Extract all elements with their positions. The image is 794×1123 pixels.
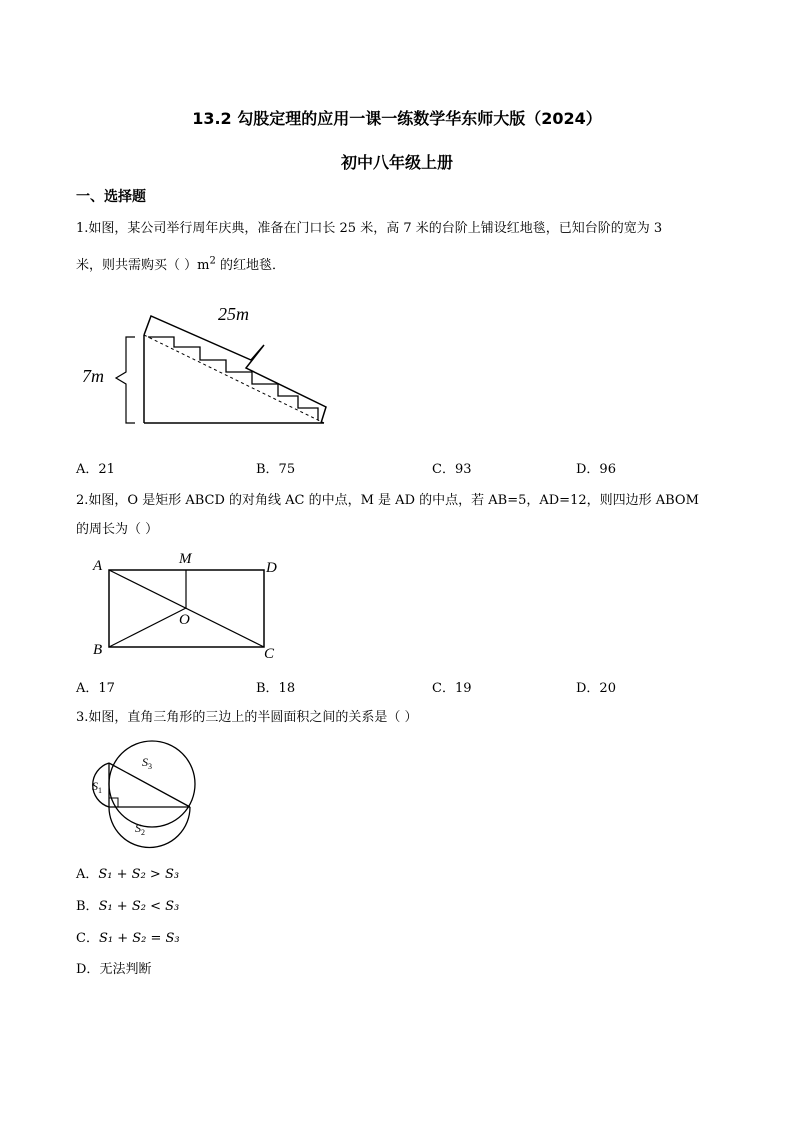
q2-rectangle-figure bbox=[88, 548, 298, 663]
q3-text-line1: 3.如图，直角三角形的三边上的半圆面积之间的关系是（ ） bbox=[76, 710, 418, 725]
doc-title: 13.2 勾股定理的应用一课一练数学华东师大版（2024） bbox=[192, 109, 602, 128]
doc-subtitle: 初中八年级上册 bbox=[340, 153, 453, 172]
q3-option-d[interactable]: D．无法判断 bbox=[76, 962, 152, 977]
q2-option-c[interactable]: C．19 bbox=[432, 681, 472, 696]
q1-option-c[interactable]: C．93 bbox=[432, 462, 472, 477]
q3-label-s1: $S_1$ bbox=[92, 779, 102, 795]
q1-text-line1: 1.如图，某公司举行周年庆典，准备在门口长 25 米，高 7 米的台阶上铺设红地毯，已知台阶的宽为 3 bbox=[76, 221, 663, 236]
q2-text-line2: 的周长为（ ） bbox=[76, 522, 159, 537]
q1-label-height: 7m bbox=[82, 366, 104, 386]
q2-option-a[interactable]: A．17 bbox=[76, 681, 115, 696]
q2-label-b: B bbox=[93, 642, 103, 658]
q2-option-d[interactable]: D．20 bbox=[576, 681, 616, 696]
q2-label-c: C bbox=[264, 646, 275, 662]
q1-option-b[interactable]: B．75 bbox=[256, 462, 296, 477]
q3-option-a[interactable]: A．S₁ + S₂ > S₃ bbox=[76, 867, 180, 882]
q2-option-b[interactable]: B．18 bbox=[256, 681, 296, 696]
q1-text-line2: 米，则共需购买（ ）$m^2$ 的红地毯． bbox=[76, 255, 285, 273]
q1-stairs-figure bbox=[76, 300, 336, 430]
q2-text-line1: 2.如图，O 是矩形 ABCD 的对角线 AC 的中点，M 是 AD 的中点，若 AB=5，AD=12，则四边形 ABOM bbox=[76, 493, 699, 508]
q1-option-a[interactable]: A．21 bbox=[76, 462, 115, 477]
q3-label-s3: $S_3$ bbox=[142, 755, 152, 771]
q2-label-a: A bbox=[93, 558, 103, 574]
q2-label-o: O bbox=[179, 612, 190, 628]
q3-option-b[interactable]: B．S₁ + S₂ < S₃ bbox=[76, 899, 180, 914]
q2-label-m: M bbox=[179, 551, 192, 567]
q1-option-d[interactable]: D．96 bbox=[576, 462, 616, 477]
q3-semicircles-figure bbox=[80, 735, 210, 865]
q1-label-length: 25m bbox=[218, 304, 249, 324]
q3-option-c[interactable]: C．S₁ + S₂ = S₃ bbox=[76, 931, 180, 946]
section-heading: 一、选择题 bbox=[76, 189, 146, 205]
q3-label-s2: $S_2$ bbox=[135, 821, 145, 837]
q2-label-d: D bbox=[266, 560, 277, 576]
